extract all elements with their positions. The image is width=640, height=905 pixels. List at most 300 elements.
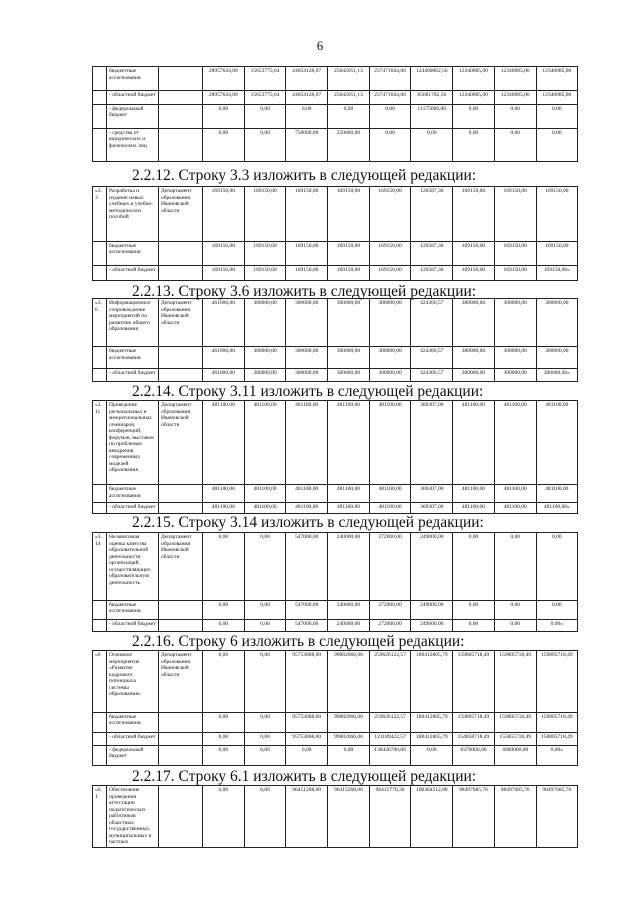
row-org-cell <box>159 104 203 128</box>
value-cell: 0,00 <box>244 620 286 632</box>
value-cell: 272000,00 <box>369 620 411 632</box>
table-row <box>93 369 578 382</box>
value-cell: 0,00 <box>494 104 536 128</box>
table-row <box>93 90 578 104</box>
value-cell: 169150,00 <box>244 266 286 281</box>
row-org-cell: Департамент образования Ивановской области <box>159 533 203 601</box>
value-cell: 300000,00 <box>536 299 578 347</box>
row-org-cell <box>159 733 203 745</box>
value-cell: 0,00 <box>536 104 578 128</box>
value-cell: 169150,00 <box>203 187 245 242</box>
table-5-wrap <box>92 650 577 766</box>
value-cell: 180412805,79 <box>411 733 453 745</box>
value-cell: 481100,00 <box>494 485 536 503</box>
table-row <box>93 347 578 369</box>
table-row <box>93 651 578 713</box>
value-cell: 369307,00 <box>411 401 453 485</box>
value-cell: 240000,00 <box>328 620 370 632</box>
row-code-cell <box>93 104 107 128</box>
section-heading-2-2-16: 2.2.16. Строку 6 изложить в следующей редакции: <box>132 633 465 650</box>
value-cell: 461000,00 <box>203 369 245 382</box>
value-cell: 159805718,49 <box>494 712 536 732</box>
row-code-cell: «3.11 <box>93 401 107 485</box>
value-cell: 12340085,00 <box>453 67 495 91</box>
table-row <box>93 503 578 514</box>
table-row <box>93 299 578 347</box>
value-cell: 169150,00 <box>453 241 495 266</box>
table-4-wrap <box>92 532 577 632</box>
value-cell: 169150,00 <box>369 187 411 242</box>
value-cell: 99882066,00 <box>328 651 370 713</box>
row-code-cell <box>93 347 107 369</box>
value-cell: 547000,00 <box>286 533 328 601</box>
value-cell: 300000,00 <box>328 369 370 382</box>
value-cell: 180412805,79 <box>411 712 453 732</box>
value-cell: 750000,00 <box>286 128 328 161</box>
value-cell: 272000,00 <box>369 533 411 601</box>
value-cell: 96415770,36 <box>369 786 411 848</box>
value-cell: 12340085,00 <box>453 90 495 104</box>
table-row <box>93 128 578 161</box>
section-heading-2-2-14: 2.2.14. Строку 3.11 изложить в следующей редакции: <box>132 383 484 400</box>
value-cell: 0,00 <box>203 712 245 732</box>
row-code-cell <box>93 128 107 161</box>
value-cell: 300000,00 <box>244 369 286 382</box>
row-code-cell <box>93 503 107 514</box>
value-cell: 0,00 <box>536 533 578 601</box>
value-cell: 0,00 <box>244 786 286 848</box>
value-cell: 169150,00 <box>244 241 286 266</box>
table-1-body <box>93 187 578 281</box>
row-org-cell <box>159 786 203 848</box>
table-0-wrap <box>92 66 577 162</box>
row-name-cell: - областной бюджет <box>107 266 159 281</box>
value-cell: 12340085,00 <box>494 67 536 91</box>
value-cell: 4000000,00 <box>494 745 536 765</box>
value-cell: 154858718,49 <box>453 733 495 745</box>
value-cell: 300000,00 <box>286 347 328 369</box>
value-cell: 169150,00 <box>244 187 286 242</box>
value-cell: 28957643,00 <box>203 90 245 104</box>
value-cell: 98497685,76 <box>453 786 495 848</box>
value-cell: 0,00 <box>244 733 286 745</box>
table-row <box>93 485 578 503</box>
value-cell: 158805718,49 <box>536 733 578 745</box>
row-org-cell <box>159 128 203 161</box>
value-cell: 0,00» <box>536 620 578 632</box>
value-cell: 300000,00 <box>453 299 495 347</box>
value-cell: 0,00 <box>536 128 578 161</box>
value-cell: 0,00 <box>453 128 495 161</box>
value-cell: 169150,00 <box>328 266 370 281</box>
table-row <box>93 266 578 281</box>
value-cell: 12340085,00 <box>536 67 578 91</box>
value-cell: 169150,00 <box>328 241 370 266</box>
table-2-wrap <box>92 298 577 382</box>
value-cell: 159805718,49 <box>453 651 495 713</box>
value-cell: 300000,00 <box>328 299 370 347</box>
section-heading-2-2-17: 2.2.17. Строку 6.1 изложить в следующей редакции: <box>132 768 477 785</box>
row-name-cell: Проведение региональных и межрегиональных семинаров, конференций, форумов, выставок по проблемам внедрения современных моделей образования <box>107 401 159 485</box>
value-cell: 169150,00 <box>536 187 578 242</box>
row-name-cell: Обеспечение проведения аттестации педагогических работников областных государственных, муниципальных и частных <box>107 786 159 848</box>
budget-table-6 <box>92 650 578 766</box>
value-cell: 424366,57 <box>411 299 453 347</box>
table-row <box>93 600 578 620</box>
value-cell: 547000,00 <box>286 620 328 632</box>
value-cell: 300000,00 <box>453 369 495 382</box>
value-cell: 481100,00 <box>536 401 578 485</box>
row-org-cell <box>159 485 203 503</box>
table-3-wrap <box>92 400 577 514</box>
row-code-cell <box>93 90 107 104</box>
value-cell: 481100,00 <box>328 503 370 514</box>
value-cell: 300000,00 <box>494 369 536 382</box>
row-code-cell <box>93 733 107 745</box>
row-org-cell: Департамент образования Ивановской области <box>159 651 203 713</box>
value-cell: 15653775,64 <box>244 90 286 104</box>
value-cell: 0,00 <box>369 128 411 161</box>
value-cell: 169150,00 <box>286 187 328 242</box>
value-cell: 481100,00» <box>536 503 578 514</box>
value-cell: 0,00 <box>244 651 286 713</box>
value-cell: 369307,00 <box>411 503 453 514</box>
budget-table-6-1 <box>92 785 578 848</box>
value-cell: 0,00 <box>328 104 370 128</box>
row-name-cell: - областной бюджет <box>107 503 159 514</box>
value-cell: 12340085,00 <box>494 90 536 104</box>
row-name-cell: бюджетные ассигнования <box>107 67 159 91</box>
value-cell: 25642051,13 <box>328 90 370 104</box>
value-cell: 99882066,00 <box>328 733 370 745</box>
value-cell: 85681782,56 <box>411 90 453 104</box>
value-cell: 481100,00 <box>536 485 578 503</box>
row-org-cell <box>159 369 203 382</box>
value-cell: 159805718,49 <box>536 712 578 732</box>
row-org-cell <box>159 600 203 620</box>
page-number: 6 <box>316 38 324 53</box>
value-cell: 0,00 <box>411 128 453 161</box>
row-code-cell <box>93 266 107 281</box>
value-cell: 169150,00» <box>536 266 578 281</box>
value-cell: 0,00» <box>536 745 578 765</box>
value-cell: 0,00 <box>203 786 245 848</box>
value-cell: 155855718,49 <box>494 733 536 745</box>
value-cell: 0,00 <box>244 712 286 732</box>
row-org-cell <box>159 620 203 632</box>
value-cell: 0,00 <box>453 533 495 601</box>
row-name-cell: Разработка и издание новых учебных и учебно-методических пособий <box>107 187 159 242</box>
value-cell: 0,00 <box>411 745 453 765</box>
value-cell: 121189422,57 <box>369 733 411 745</box>
row-org-cell <box>159 503 203 514</box>
value-cell: 15653775,64 <box>244 67 286 91</box>
value-cell: 481100,00 <box>369 485 411 503</box>
value-cell: 0,00 <box>536 600 578 620</box>
value-cell: 159805718,49 <box>494 651 536 713</box>
table-row <box>93 712 578 732</box>
value-cell: 169150,00 <box>494 266 536 281</box>
row-name-cell: - областной бюджет <box>107 620 159 632</box>
row-org-cell <box>159 745 203 765</box>
table-row <box>93 745 578 765</box>
value-cell: 481100,00 <box>369 503 411 514</box>
value-cell: 169150,00 <box>286 266 328 281</box>
value-cell: 300000,00 <box>286 369 328 382</box>
row-code-cell <box>93 241 107 266</box>
row-org-cell <box>159 241 203 266</box>
value-cell: 300000,00 <box>536 347 578 369</box>
value-cell: 481100,00 <box>244 401 286 485</box>
value-cell: 240000,00 <box>328 600 370 620</box>
value-cell: 249000,00 <box>411 600 453 620</box>
value-cell: 95753068,00 <box>286 733 328 745</box>
row-code-cell <box>93 600 107 620</box>
value-cell: 169150,00 <box>328 187 370 242</box>
value-cell: 96451268,00 <box>286 786 328 848</box>
row-code-cell <box>93 620 107 632</box>
value-cell: 481100,00 <box>244 485 286 503</box>
table-6-wrap <box>92 785 577 845</box>
row-org-cell: Департамент образования Ивановской области <box>159 187 203 242</box>
row-name-cell: Информационное сопровождение мероприятий по развитию общего образования <box>107 299 159 347</box>
value-cell: 300000,00 <box>369 299 411 347</box>
value-cell: 250000,00 <box>328 128 370 161</box>
value-cell: 300000,00 <box>286 299 328 347</box>
value-cell: 0,00 <box>328 745 370 765</box>
row-name-cell: - федеральный бюджет <box>107 745 159 765</box>
value-cell: 300000,00 <box>328 347 370 369</box>
value-cell: 126587,36 <box>411 266 453 281</box>
section-heading-2-2-15: 2.2.15. Строку 3.14 изложить в следующей редакции: <box>132 514 484 531</box>
value-cell: 424366,57 <box>411 347 453 369</box>
value-cell: 481100,00 <box>453 485 495 503</box>
value-cell: 98497685,76 <box>536 786 578 848</box>
value-cell: 481100,00 <box>203 485 245 503</box>
value-cell: 300000,00» <box>536 369 578 382</box>
value-cell: 169150,00 <box>203 266 245 281</box>
budget-table-continued <box>92 66 578 162</box>
value-cell: 0,00 <box>203 104 245 128</box>
value-cell: 0,00 <box>453 620 495 632</box>
budget-table-3-11 <box>92 400 578 514</box>
table-2-body <box>93 299 578 382</box>
value-cell: 0,00 <box>244 104 286 128</box>
value-cell: 0,00 <box>244 745 286 765</box>
table-4-body <box>93 533 578 632</box>
value-cell: 249000,00 <box>411 533 453 601</box>
row-name-cell: - федеральный бюджет <box>107 104 159 128</box>
value-cell: 259626122,57 <box>369 651 411 713</box>
value-cell: 0,00 <box>494 128 536 161</box>
table-row <box>93 67 578 91</box>
value-cell: 481100,00 <box>286 503 328 514</box>
row-org-cell: Департамент образования Ивановской области <box>159 401 203 485</box>
value-cell: 481100,00 <box>453 503 495 514</box>
value-cell: 24654128,07 <box>286 90 328 104</box>
value-cell: 124400062,56 <box>411 67 453 91</box>
value-cell: 159805718,49 <box>536 651 578 713</box>
budget-table-3-14 <box>92 532 578 632</box>
value-cell: 300000,00 <box>369 369 411 382</box>
row-name-cell: Основное мероприятие «Развитие кадрового потенциала системы образования» <box>107 651 159 713</box>
value-cell: 481100,00 <box>494 503 536 514</box>
row-code-cell <box>93 485 107 503</box>
value-cell: 8370000,00 <box>453 745 495 765</box>
value-cell: 169150,00 <box>494 187 536 242</box>
row-name-cell: - областной бюджет <box>107 733 159 745</box>
row-org-cell <box>159 67 203 91</box>
value-cell: 159805718,49 <box>453 712 495 732</box>
value-cell: 0,00 <box>453 600 495 620</box>
value-cell: 28957643,00 <box>203 67 245 91</box>
value-cell: 481100,00 <box>203 401 245 485</box>
value-cell: 0,00 <box>203 745 245 765</box>
value-cell: 481100,00 <box>286 401 328 485</box>
value-cell: 0,00 <box>453 104 495 128</box>
value-cell: 169150,00 <box>494 241 536 266</box>
value-cell: 481100,00 <box>244 503 286 514</box>
value-cell: 481100,00 <box>328 485 370 503</box>
row-org-cell: Департамент образования Ивановской области <box>159 299 203 347</box>
row-name-cell: бюджетные ассигнования <box>107 600 159 620</box>
table-row <box>93 187 578 242</box>
row-name-cell: - областной бюджет <box>107 369 159 382</box>
table-row <box>93 786 578 848</box>
section-heading-2-2-12: 2.2.12. Строку 3.3 изложить в следующей редакции: <box>132 167 477 184</box>
row-code-cell <box>93 369 107 382</box>
value-cell: 12340085,00 <box>536 90 578 104</box>
row-name-cell: - средства от юридических и физических лиц <box>107 128 159 161</box>
value-cell: 481100,00 <box>286 485 328 503</box>
value-cell: 0,00 <box>203 533 245 601</box>
value-cell: 481100,00 <box>369 401 411 485</box>
value-cell: 300000,00 <box>494 347 536 369</box>
table-row <box>93 620 578 632</box>
value-cell: 25642051,13 <box>328 67 370 91</box>
value-cell: 0,00 <box>286 104 328 128</box>
table-5-body <box>93 651 578 766</box>
value-cell: 249000,00 <box>411 620 453 632</box>
value-cell: 300000,00 <box>369 347 411 369</box>
value-cell: 237471044,00 <box>369 67 411 91</box>
value-cell: 169150,00 <box>369 241 411 266</box>
row-org-cell <box>159 712 203 732</box>
row-org-cell <box>159 90 203 104</box>
value-cell: 95753068,00 <box>286 651 328 713</box>
section-heading-2-2-13: 2.2.13. Строку 3.6 изложить в следующей редакции: <box>132 283 477 300</box>
row-code-cell: «3.3 <box>93 187 107 242</box>
budget-table-3-3 <box>92 186 578 281</box>
value-cell: 138436700,00 <box>369 745 411 765</box>
value-cell: 240000,00 <box>328 533 370 601</box>
value-cell: 169150,00 <box>453 266 495 281</box>
row-code-cell <box>93 745 107 765</box>
value-cell: 96415268,00 <box>328 786 370 848</box>
row-org-cell <box>159 266 203 281</box>
row-name-cell: - областной бюджет <box>107 90 159 104</box>
row-code-cell: «3.14 <box>93 533 107 601</box>
value-cell: 0,00 <box>244 128 286 161</box>
row-name-cell: бюджетные ассигнования <box>107 241 159 266</box>
value-cell: 481100,00 <box>453 401 495 485</box>
table-row <box>93 533 578 601</box>
value-cell: 0,00 <box>369 104 411 128</box>
table-row <box>93 241 578 266</box>
row-name-cell: бюджетные ассигнования <box>107 485 159 503</box>
value-cell: 126587,36 <box>411 241 453 266</box>
value-cell: 0,00 <box>244 533 286 601</box>
value-cell: 481100,00 <box>203 503 245 514</box>
value-cell: 169150,00 <box>286 241 328 266</box>
value-cell: 259626122,57 <box>369 712 411 732</box>
value-cell: 169150,00 <box>536 241 578 266</box>
value-cell: 0,00 <box>203 600 245 620</box>
row-code-cell <box>93 712 107 732</box>
value-cell: 0,00 <box>286 745 328 765</box>
value-cell: 0,00 <box>494 533 536 601</box>
value-cell: 300000,00 <box>494 299 536 347</box>
value-cell: 424366,57 <box>411 369 453 382</box>
row-name-cell: бюджетные ассигнования <box>107 712 159 732</box>
value-cell: 0,00 <box>494 620 536 632</box>
value-cell: 0,00 <box>244 600 286 620</box>
table-row <box>93 401 578 485</box>
budget-table-3-6 <box>92 298 578 382</box>
value-cell: 300000,00 <box>453 347 495 369</box>
value-cell: 0,00 <box>494 600 536 620</box>
value-cell: 126587,36 <box>411 187 453 242</box>
table-1-wrap <box>92 186 577 281</box>
value-cell: 169150,00 <box>203 241 245 266</box>
row-code-cell <box>93 67 107 91</box>
value-cell: 272000,00 <box>369 600 411 620</box>
row-name-cell: Независимая оценка качества образовательной деятельности организаций, осуществляющих образовательную деятельность <box>107 533 159 601</box>
value-cell: 461000,00 <box>203 299 245 347</box>
value-cell: 300000,00 <box>244 299 286 347</box>
value-cell: 461000,00 <box>203 347 245 369</box>
value-cell: 169150,00 <box>453 187 495 242</box>
table-3-body <box>93 401 578 514</box>
value-cell: 95753068,00 <box>286 712 328 732</box>
value-cell: 369307,00 <box>411 485 453 503</box>
row-org-cell <box>159 347 203 369</box>
value-cell: 0,00 <box>203 733 245 745</box>
value-cell: 481100,00 <box>328 401 370 485</box>
value-cell: 11175000,00 <box>411 104 453 128</box>
value-cell: 0,00 <box>203 620 245 632</box>
value-cell: 24654128,07 <box>286 67 328 91</box>
row-code-cell: «6 <box>93 651 107 713</box>
value-cell: 300000,00 <box>244 347 286 369</box>
value-cell: 481100,00 <box>494 401 536 485</box>
value-cell: 547000,00 <box>286 600 328 620</box>
value-cell: 0,00 <box>203 128 245 161</box>
value-cell: 237471044,00 <box>369 90 411 104</box>
value-cell: 100364512,88 <box>411 786 453 848</box>
table-0-body <box>93 67 578 162</box>
table-row <box>93 733 578 745</box>
value-cell: 169150,00 <box>369 266 411 281</box>
value-cell: 98497685,76 <box>494 786 536 848</box>
row-name-cell: бюджетные ассигнования <box>107 347 159 369</box>
value-cell: 99882066,00 <box>328 712 370 732</box>
table-6-body <box>93 786 578 848</box>
value-cell: 0,00 <box>203 651 245 713</box>
table-row <box>93 104 578 128</box>
row-code-cell: «6.1 <box>93 786 107 848</box>
row-code-cell: «3.6 <box>93 299 107 347</box>
